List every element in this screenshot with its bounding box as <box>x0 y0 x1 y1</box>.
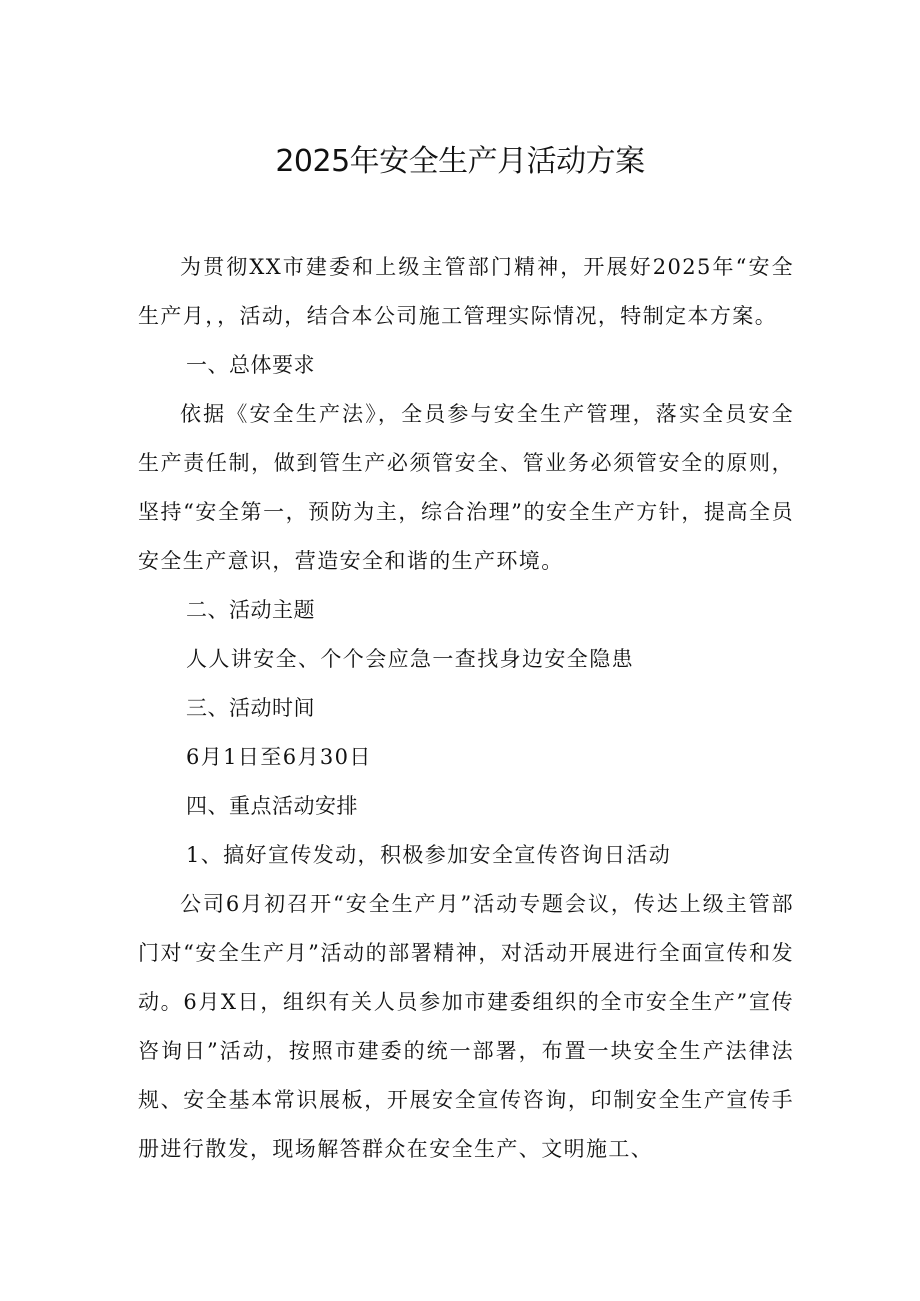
key-activity-item-1-paragraph: 公司6月初召开“安全生产月”活动专题会议，传达上级主管部门对“安全生产月”活动的部署精神，对活动开展进行全面宣传和发动。6月X日，组织有关人员参加市建委组织的全市安全生产”宣传咨询日”活动，按照市建委的统一部署，布置一块安全生产法律法规、安全基本常识展板，开展安全宣传咨询，印制安全生产宣传手册进行散发，现场解答群众在安全生产、文明施工、 <box>138 892 794 1161</box>
general-requirements-paragraph: 依据《安全生产法》，全员参与安全生产管理，落实全员安全生产责任制，做到管生产必须管安全、管业务必须管安全的原则，坚持“安全第一，预防为主，综合治理”的安全生产方针，提高全员安全生产意识，营造安全和谐的生产环境。 <box>138 402 794 573</box>
document-title: 2025年安全生产月活动方案 <box>275 144 645 179</box>
section-heading-activity-theme: 二、活动主题 <box>186 598 315 622</box>
section-heading-key-activities: 四、重点活动安排 <box>186 794 358 818</box>
activity-theme-text: 人人讲安全、个个会应急一查找身边安全隐患 <box>186 647 634 671</box>
document-body <box>138 243 794 1174</box>
intro-paragraph: 为贯彻XX市建委和上级主管部门精神，开展好2025年“安全生产月，，活动，结合本公司施工管理实际情况，特制定本方案。 <box>138 255 794 328</box>
key-activity-item-1-title: 1、搞好宣传发动，积极参加安全宣传咨询日活动 <box>186 843 672 867</box>
activity-time-text: 6月1日至6月30日 <box>186 745 372 769</box>
section-heading-general-requirements: 一、总体要求 <box>186 353 315 377</box>
section-heading-activity-time: 三、活动时间 <box>186 696 315 720</box>
